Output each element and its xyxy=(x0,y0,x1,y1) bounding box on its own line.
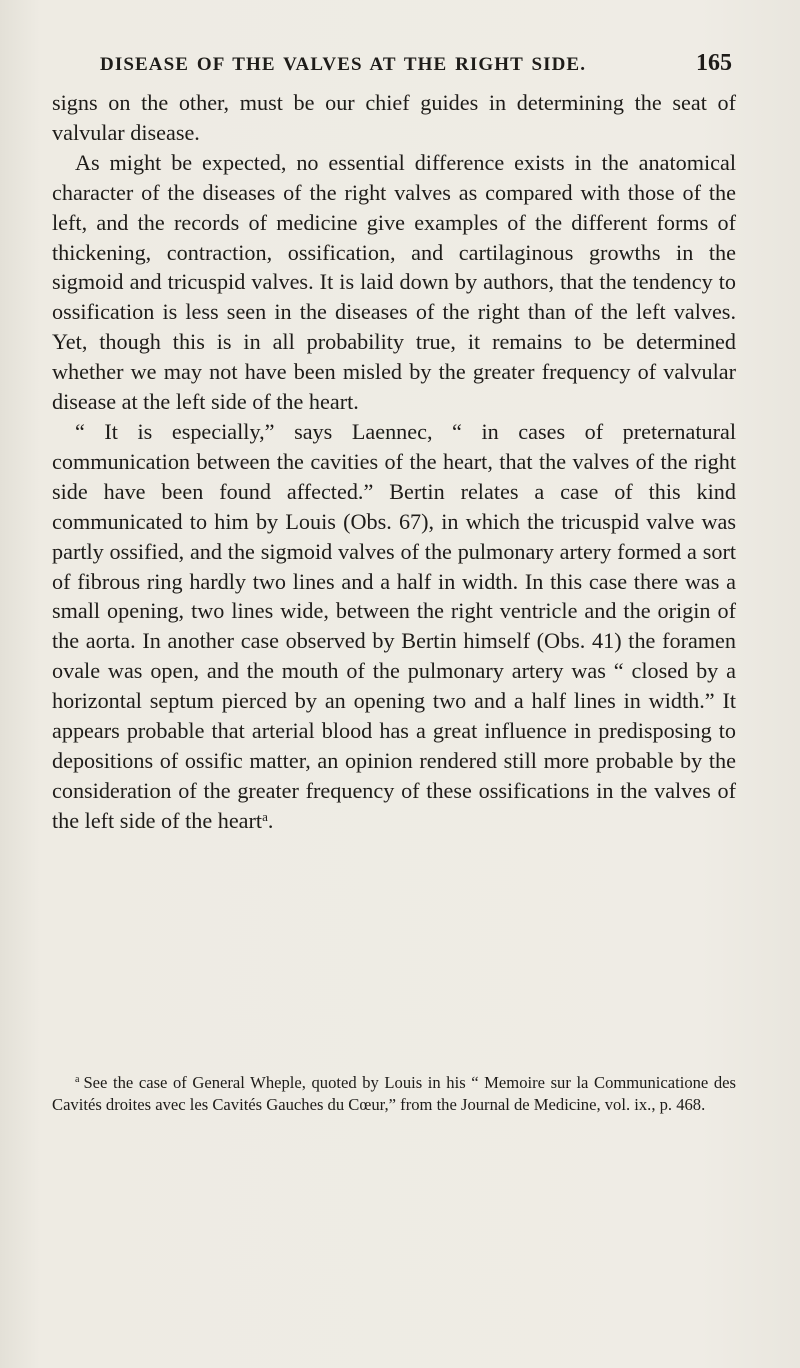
footnote-mark: a xyxy=(75,1074,80,1085)
paragraph-2: As might be expected, no essential difference exists in the anatomical character of the diseases of the right valves as compared with those of the left, and the records of medicine give examples of the different forms of thickening, contraction, ossification, and cartilaginous growths in the sigmoid and tricuspid valves. It is laid down by authors, that the tendency to ossification is less seen in the diseases of the right than of the left valves. Yet, though this is in all probability true, it remains to be determined whether we may not have been misled by the greater frequency of valvular disease at the left side of the heart. xyxy=(52,149,736,415)
body-text xyxy=(52,88,736,836)
footnote xyxy=(52,1072,736,1115)
footnote-paragraph xyxy=(52,1072,736,1115)
page-number: 165 xyxy=(696,50,732,76)
footnote-text: See the case of General Wheple, quoted by Louis in his “ Memoire sur la Communicatione des Cavités droites avec les Cavités Gauches du Cœur,” from the Journal de Medicine, vol. ix., p. 468. xyxy=(52,1073,736,1114)
footnote-reference: a xyxy=(262,808,268,824)
paragraph-3-text: “ It is especially,” says Laennec, “ in cases of preternatural communication between the cavities of the heart, that the valves of the right side have been found affected.” Bertin relates a case of this kind communicated to him by Louis (Obs. 67), in which the tricuspid valve was partly ossified, and the sigmoid valves of the pulmonary artery formed a sort of fibrous ring hardly two lines and a half in width. In this case there was a small opening, two lines wide, between the right ventricle and the origin of the aorta. In another case observed by Bertin himself (Obs. 41) the foramen ovale was open, and the mouth of the pulmonary artery was “ closed by a horizontal septum pierced by an opening two and a half lines in width.” It appears probable that arterial blood has a great influence in predisposing to depositions of ossific matter, an opinion rendered still more probable by the consideration of the greater frequency of these ossifications in the valves of the left side of the heart xyxy=(52,418,736,833)
paragraph-1: signs on the other, must be our chief guides in determining the seat of valvular disease. xyxy=(52,90,736,145)
running-head: DISEASE OF THE VALVES AT THE RIGHT SIDE. xyxy=(100,54,587,75)
paragraph-3 xyxy=(52,417,736,836)
paragraph-3-end: . xyxy=(267,807,274,833)
page-header xyxy=(96,50,732,90)
